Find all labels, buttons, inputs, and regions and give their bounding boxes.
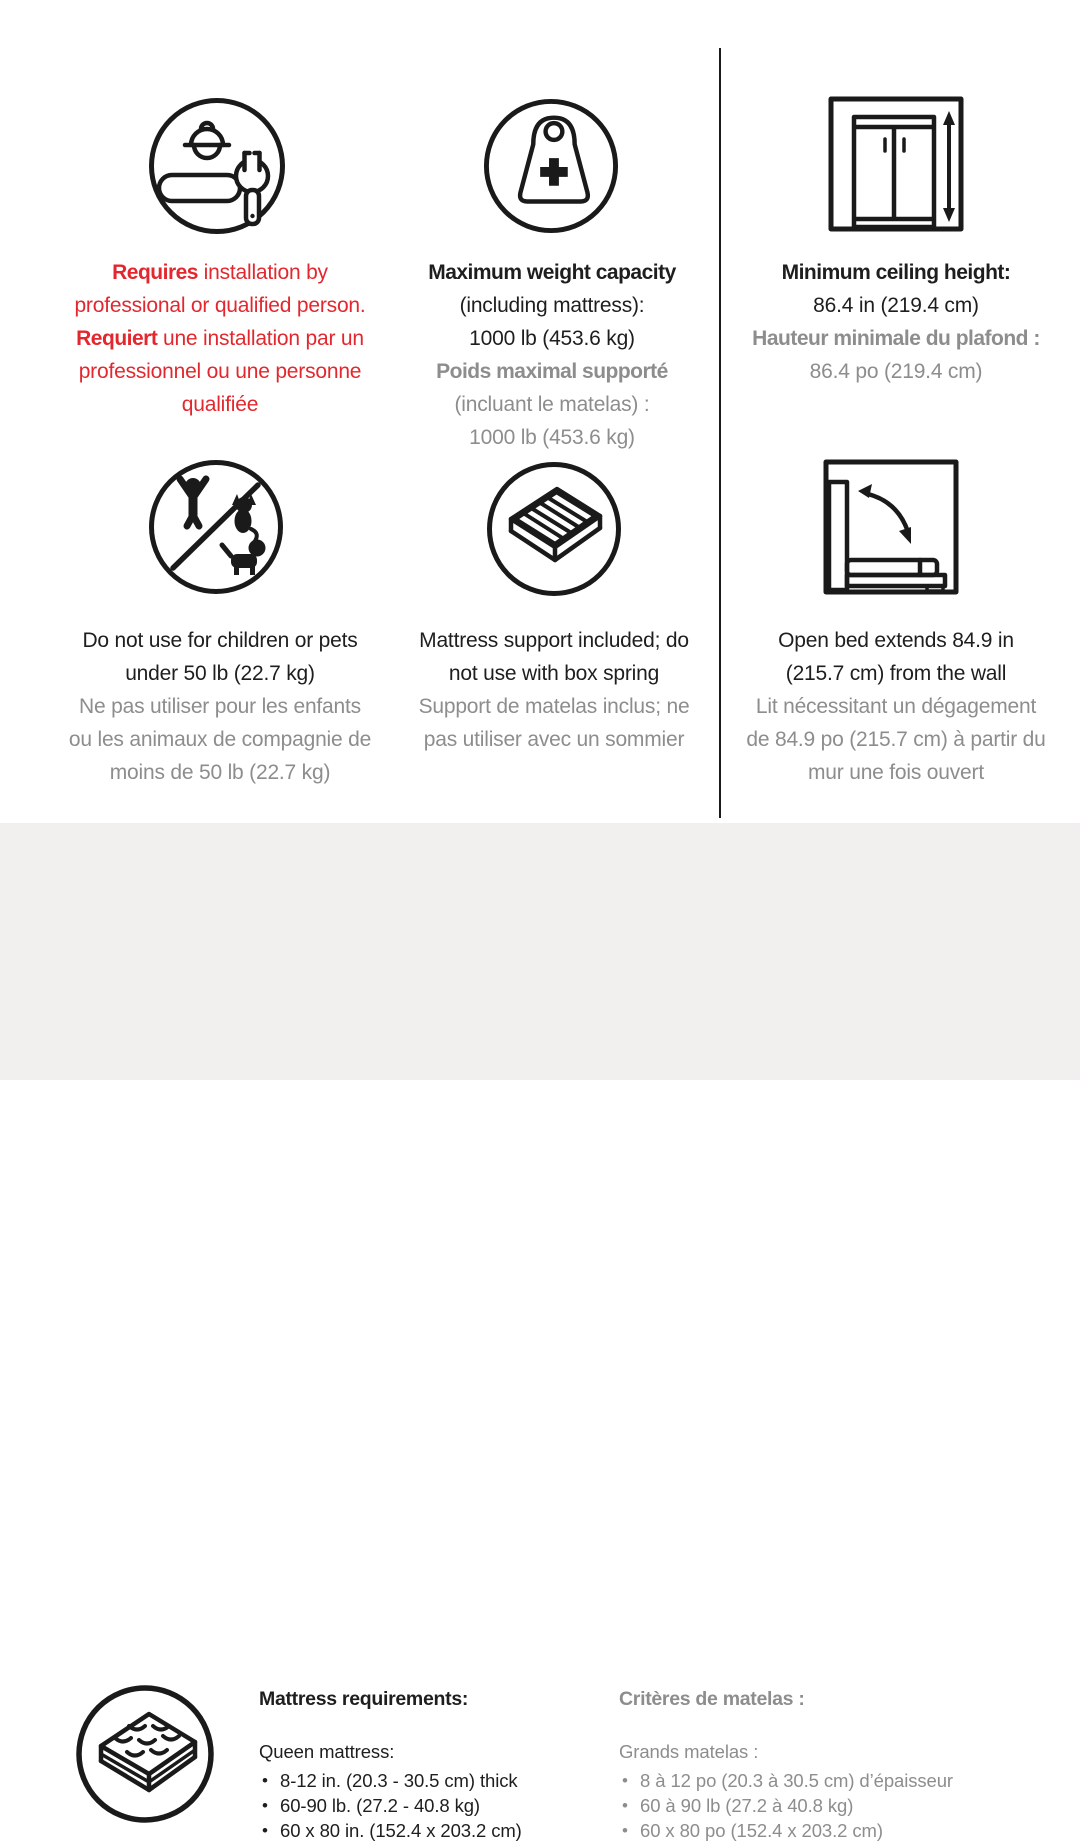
lines-fr bbox=[731, 355, 1061, 388]
ceiling-height-note bbox=[731, 256, 1061, 388]
text-emphasis: Requiert bbox=[76, 327, 158, 350]
cabinet-height-arrow-icon bbox=[826, 94, 966, 234]
text-line: professional or qualified person. bbox=[74, 294, 366, 317]
text-line: 1000 lb (453.6 kg) bbox=[469, 327, 635, 350]
panel-subheading-fr: Grands matelas : bbox=[619, 1741, 759, 1762]
text-line: • 60-90 lb. (27.2 - 40.8 kg) bbox=[259, 1793, 599, 1818]
lines-fr bbox=[396, 388, 708, 454]
lines-fr bbox=[50, 690, 390, 789]
mattress-requirements-panel bbox=[0, 823, 1080, 1841]
no-children-pets-icon bbox=[147, 458, 285, 596]
text-line: professionnel ou une personne bbox=[78, 360, 362, 383]
text-line: qualifiée bbox=[181, 393, 259, 416]
text-line: (including mattress): bbox=[459, 294, 645, 317]
text-line: (incluant le matelas) : bbox=[454, 393, 650, 416]
text-line: under 50 lb (22.7 kg) bbox=[125, 662, 315, 685]
panel-heading-en: Mattress requirements: bbox=[259, 1688, 469, 1710]
lines-en bbox=[731, 289, 1061, 322]
bullet-list-fr bbox=[619, 1768, 1039, 1843]
panel-heading-fr: Critères de matelas : bbox=[619, 1688, 805, 1710]
max-weight-note bbox=[396, 256, 708, 454]
mattress-requirements-en bbox=[259, 1686, 599, 1843]
wall-bed-open-icon bbox=[821, 457, 961, 597]
heading-en: Minimum ceiling height: bbox=[781, 261, 1011, 284]
text-line: 86.4 in (219.4 cm) bbox=[813, 294, 979, 317]
text-line: • 8 à 12 po (20.3 à 30.5 cm) d’épaisseur bbox=[619, 1768, 1039, 1793]
heading-en: Maximum weight capacity bbox=[428, 261, 676, 284]
weight-plus-icon bbox=[482, 97, 620, 235]
text-line: • 60 x 80 po (152.4 x 203.2 cm) bbox=[619, 1818, 1039, 1843]
open-bed-clearance-note bbox=[731, 624, 1061, 789]
text-line: Requiert une installation par un bbox=[76, 327, 364, 350]
text-line: (215.7 cm) from the wall bbox=[785, 662, 1007, 685]
text-line: Open bed extends 84.9 in bbox=[778, 629, 1014, 652]
text-line: 1000 lb (453.6 kg) bbox=[469, 426, 635, 449]
text-line: pas utiliser avec un sommier bbox=[423, 728, 685, 751]
lines-fr bbox=[398, 690, 710, 756]
installation-note bbox=[50, 256, 390, 421]
heading-fr: Poids maximal supporté bbox=[436, 360, 668, 383]
lines-fr bbox=[731, 690, 1061, 789]
slatted-platform-icon bbox=[485, 460, 623, 598]
panel-subheading-en: Queen mattress: bbox=[259, 1741, 395, 1762]
text-line: mur une fois ouvert bbox=[808, 761, 984, 784]
lines-en bbox=[50, 624, 390, 690]
mattress-support-note bbox=[398, 624, 710, 756]
text-line: Mattress support included; do bbox=[419, 629, 689, 652]
text-line: 86.4 po (219.4 cm) bbox=[809, 360, 983, 383]
text-line: ou les animaux de compagnie de bbox=[68, 728, 372, 751]
text-line: Requires installation by bbox=[112, 261, 328, 284]
text-line: de 84.9 po (215.7 cm) à partir du bbox=[746, 728, 1046, 751]
heading-fr: Hauteur minimale du plafond : bbox=[752, 327, 1040, 350]
lines-en bbox=[731, 624, 1061, 690]
text-line: moins de 50 lb (22.7 kg) bbox=[109, 761, 331, 784]
tufted-mattress-icon bbox=[71, 1682, 219, 1830]
lines-en bbox=[398, 624, 710, 690]
text-emphasis: Requires bbox=[112, 261, 198, 284]
vertical-divider bbox=[719, 48, 721, 818]
installer-hardhat-wrench-icon bbox=[147, 96, 287, 236]
text-line: Do not use for children or pets bbox=[82, 629, 358, 652]
text-line: Support de matelas inclus; ne bbox=[418, 695, 690, 718]
text-line: • 60 à 90 lb (27.2 à 40.8 kg) bbox=[619, 1793, 1039, 1818]
text-line: Ne pas utiliser pour les enfants bbox=[79, 695, 361, 718]
text-line: • 60 x 80 in. (152.4 x 203.2 cm) bbox=[259, 1818, 599, 1843]
lines-en bbox=[396, 289, 708, 355]
text-line: Lit nécessitant un dégagement bbox=[755, 695, 1037, 718]
no-children-pets-note bbox=[50, 624, 390, 789]
mattress-requirements-fr bbox=[619, 1686, 1039, 1843]
text-line: • 8-12 in. (20.3 - 30.5 cm) thick bbox=[259, 1768, 599, 1793]
text-line: not use with box spring bbox=[448, 662, 660, 685]
bullet-list-en bbox=[259, 1768, 599, 1843]
